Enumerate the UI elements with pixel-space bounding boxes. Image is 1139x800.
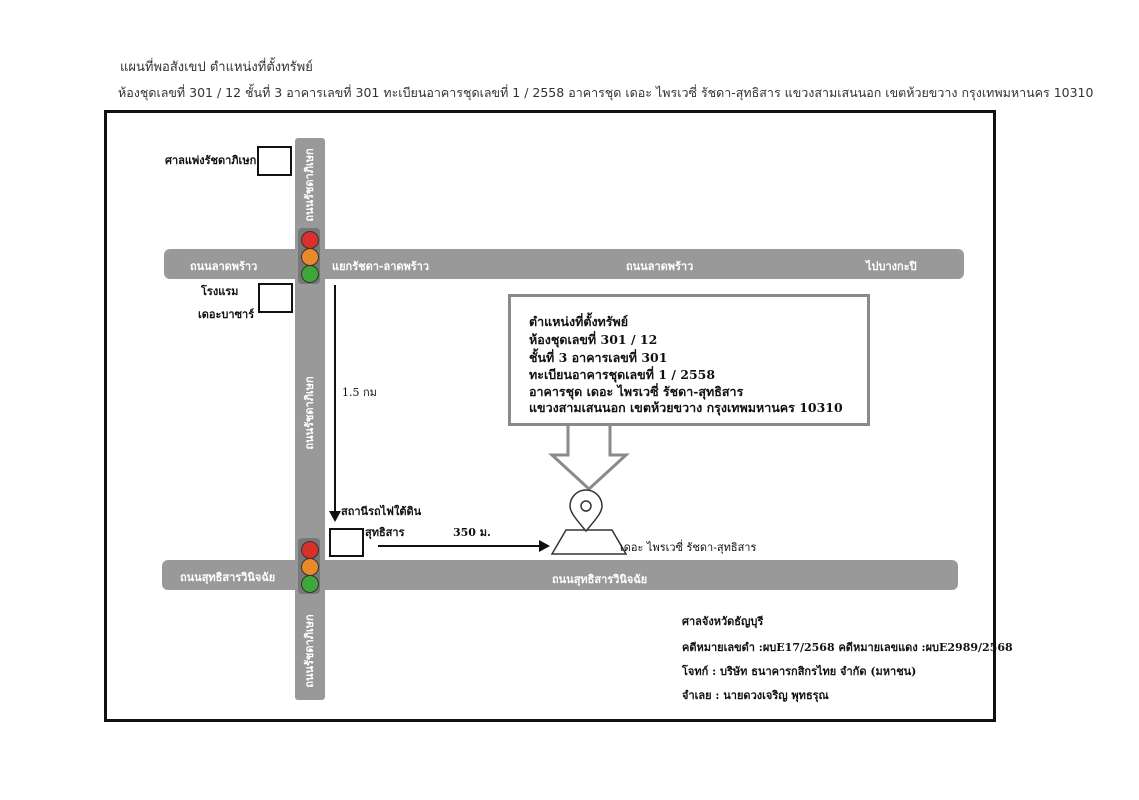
case-numbers: คดีหมายเลขดำ :ผบE17/2568 คดีหมายเลขแดง :ผบE2989/2568 [682,641,1013,654]
property-address-header: ห้องชุดเลขที่ 301 / 12 ชั้นที่ 3 อาคารเลขที่ 301 ทะเบียนอาคารชุดเลขที่ 1 / 2558 อาคารชุด เดอะ ไพรเวซี่ รัชดา-สุทธิสาร แขวงสามเสนนอก เขตห้วยขวาง กรุงเทพมหานคร 10310 [118,85,1094,100]
distance-right-label: 350 ม. [453,526,491,539]
arrow-right-head [539,540,550,552]
sutthisan-label-right: ถนนสุทธิสารวินิจฉัย [552,573,648,586]
callout-pointer [552,420,626,489]
case-plaintiff: โจทก์ : บริษัท ธนาคารกสิกรไทย จำกัด (มหาชน) [682,665,917,678]
case-court: ศาลจังหวัดธัญบุรี [682,615,764,628]
ladprao-label-right: ถนนลาดพร้าว [626,260,694,273]
ratchadaphisek-label-top: ถนนรัชดาภิเษก [303,148,316,222]
hotel-label-line2: เดอะบาซาร์ [198,308,255,321]
callout-line: อาคารชุด เดอะ ไพรเวซี่ รัชดา-สุทธิสาร [529,384,744,399]
arrow-down-head [329,511,341,522]
sutthisan-label-left: ถนนสุทธิสารวินิจฉัย [180,571,276,584]
callout-line: ชั้นที่ 3 อาคารเลขที่ 301 [529,350,668,365]
map-title: แผนที่พอสังเขป ตำแหน่งที่ตั้งทรัพย์ [120,60,313,75]
callout-line: ทะเบียนอาคารชุดเลขที่ 1 / 2558 [529,367,716,382]
ladprao-label-left: ถนนลาดพร้าว [190,260,258,273]
mrt-station-label-line2: สุทธิสาร [365,526,405,539]
to-bangkapi-label: ไปบางกะปิ [866,260,917,273]
callout-line: ห้องชุดเลขที่ 301 / 12 [529,332,658,347]
case-defendant: จำเลย : นายดวงเจริญ พุทธรุณ [682,689,829,702]
property-base-icon [552,530,626,554]
property-label: เดอะ ไพรเวซี่ รัชดา-สุทธิสาร [620,541,757,554]
location-pin-dot [581,501,591,511]
civil-court-label: ศาลแพ่งรัชดาภิเษก [165,154,257,167]
callout-line: แขวงสามเสนนอก เขตห้วยขวาง กรุงเทพมหานคร 10310 [529,400,843,415]
hotel-label-line1: โรงแรม [201,285,239,298]
property-callout-box [508,294,870,426]
distance-down-label: 1.5 กม [342,386,377,399]
mrt-station-label-line1: สถานีรถไฟใต้ดิน [341,505,422,518]
intersection-label: แยกรัชดา-ลาดพร้าว [332,260,430,273]
callout-line: ตำแหน่งที่ตั้งทรัพย์ [529,314,629,329]
ratchadaphisek-label-mid: ถนนรัชดาภิเษก [303,376,316,450]
ratchadaphisek-label-bottom: ถนนรัชดาภิเษก [303,614,316,688]
